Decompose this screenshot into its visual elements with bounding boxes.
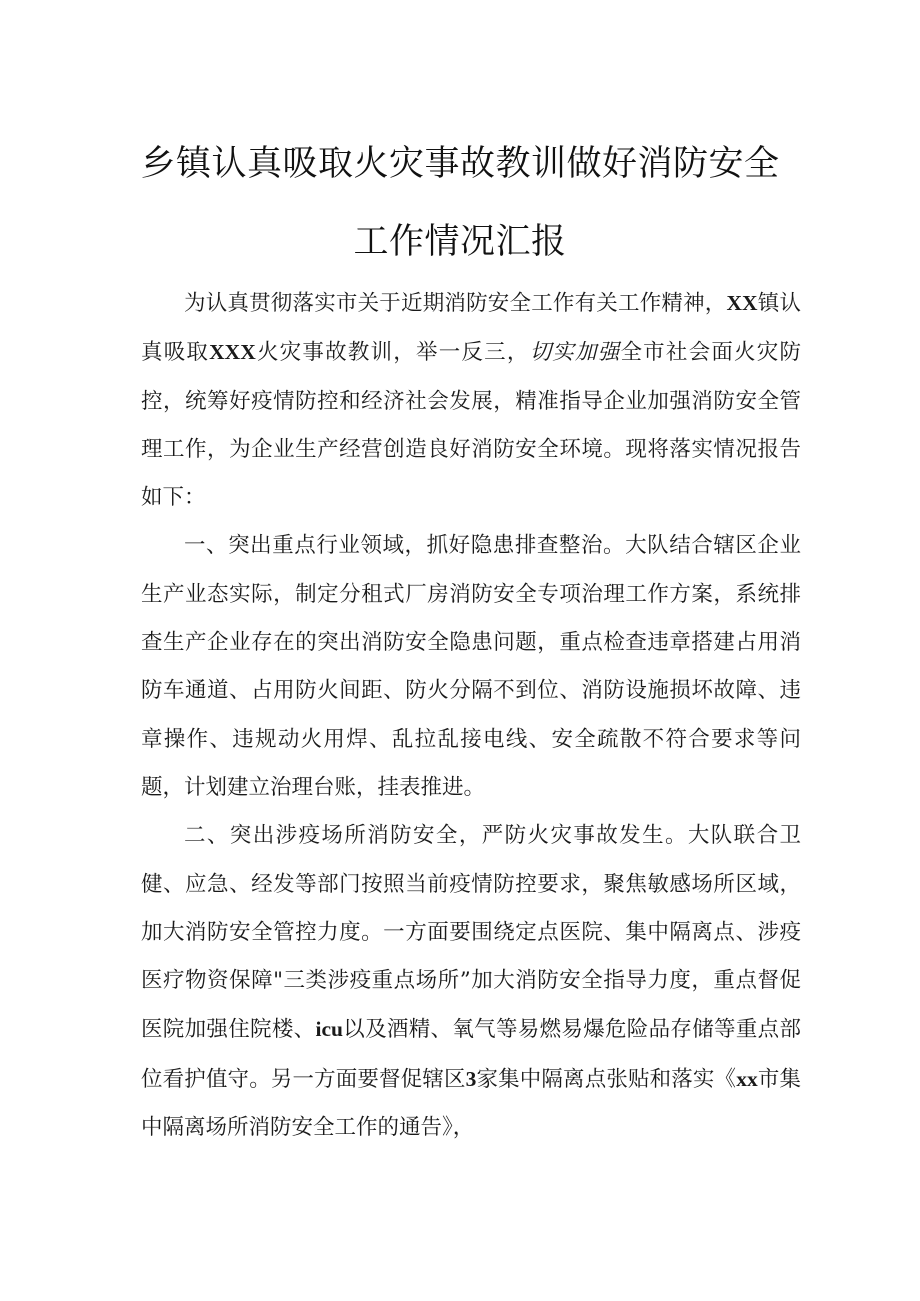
- intro-italic-phrase: 切实加强: [529, 340, 621, 366]
- intro-text-2: 镇认真吸取: [141, 291, 801, 366]
- intro-bold-town: XX: [726, 291, 758, 315]
- intro-paragraph: [141, 279, 801, 522]
- section-1-paragraph: 一、突出重点行业领域，抓好隐患排查整治。大队结合辖区企业生产业态实际，制定分租式厂房消防安全专项治理工作方案，系统排查生产企业存在的突出消防安全隐患问题，重点检查违章搭建占用消防车通道、占用防火间距、防火分隔不到位、消防设施损坏故障、违章操作、违规动火用焊、乱拉乱接电线、安全疏散不符合要求等问题，计划建立治理台账，挂表推进。: [141, 533, 801, 800]
- section-2-bold-city: xx: [736, 1066, 758, 1091]
- section-2-text-3: 家集中隔离点张贴和落实《: [476, 1066, 737, 1092]
- intro-text-3: 火灾事故教训，举一反三，: [255, 340, 530, 366]
- intro-text-4: 全市社会面火灾防控，统筹好疫情防控和经济社会发展，精准指导企业加强消防安全管理工作，为企业生产经营创造良好消防安全环境。现将落实情况报告如下：: [141, 340, 801, 511]
- section-2-text-1: 二、突出涉疫场所消防安全，严防火灾事故发生。大队联合卫健、应急、经发等部门按照当前疫情防控要求，聚焦敏感场所区域，加大消防安全管控力度。一方面要围绕定点医院、集中隔离点、涉疫医疗物资保障"三类涉疫重点场所”加大消防安全指导力度，重点督促医院加强住院楼、: [141, 823, 801, 1043]
- intro-text-1: 为认真贯彻落实市关于近期消防安全工作有关工作精神，: [184, 291, 727, 316]
- document-title-line-1: 乡镇认真吸取火灾事故教训做好消防安全: [140, 144, 780, 184]
- section-2-text-2: 以及酒精、氧气等易燃易爆危险品存储等重点部位看护值守。另一方面要督促辖区: [141, 1017, 801, 1092]
- document-body: [141, 279, 801, 1152]
- section-2-bold-icu: icu: [315, 1017, 343, 1042]
- section-2-paragraph: [141, 812, 801, 1152]
- section-2-bold-count: 3: [465, 1066, 477, 1091]
- section-2-text-4: 市集中隔离场所消防安全工作的通告》，: [141, 1066, 801, 1141]
- document-title-line-2: 工作情况汇报: [353, 222, 567, 262]
- intro-bold-incident: XXX: [209, 340, 256, 365]
